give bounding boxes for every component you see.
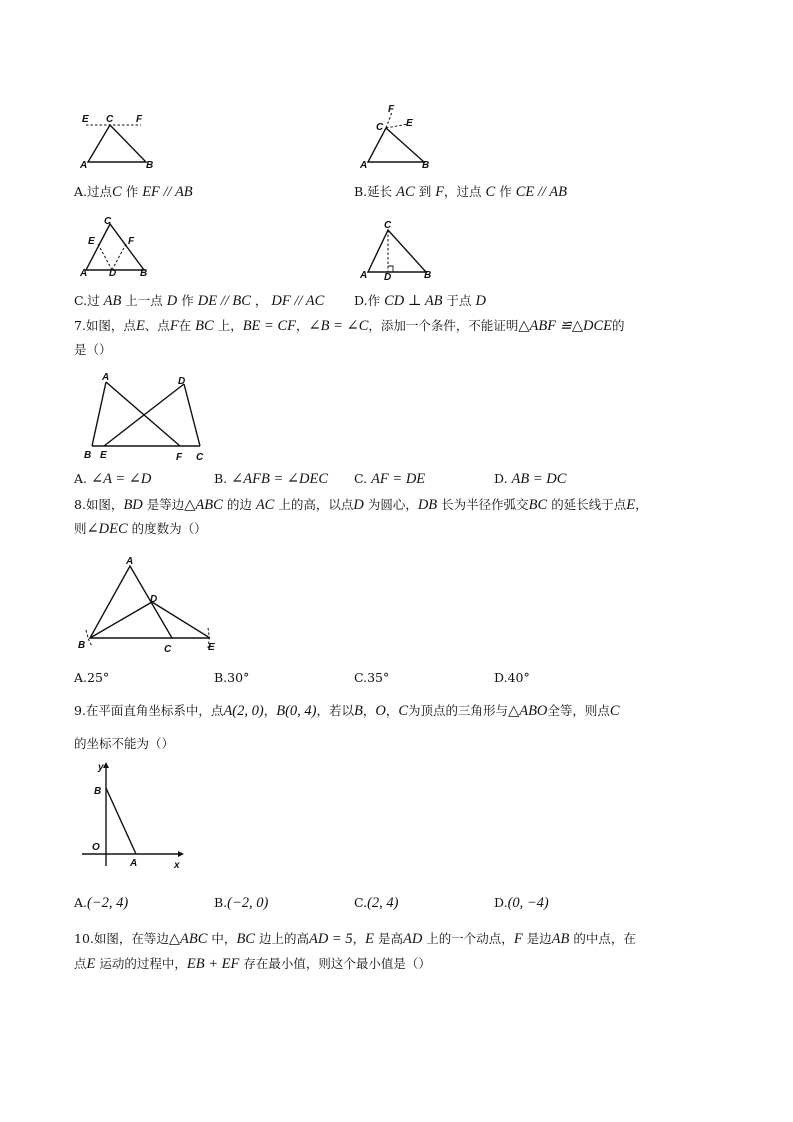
label-B: B [84,450,92,461]
q8-option-b[interactable]: B.30° [214,670,250,685]
q7-stem-line2: 是（） [74,342,112,357]
label-F: F [128,236,135,247]
option-text: 到 [418,184,432,199]
label-C: C [196,452,204,462]
figure-q9 [78,760,188,870]
label-A: A [80,160,88,171]
label-B: B [146,160,154,171]
math-d: D [166,293,178,309]
math-e: E [135,318,145,334]
y-axis-arrow [103,762,109,768]
math-ef-parallel-ab: EF // AB [142,184,193,200]
label-C: C [384,220,392,231]
triangle-abc [88,125,146,162]
q8-option-d[interactable]: D.40° [494,670,530,685]
label-F: F [388,104,395,115]
math-ce-parallel-ab: CE // AB [515,184,567,200]
dashed-line-ce [386,124,408,128]
label-y: y [98,762,104,773]
q8-option-a[interactable]: A.25° [74,670,110,685]
label-E: E [208,642,215,653]
label-B: B [422,160,430,171]
label-C: C [376,122,384,133]
label-x: x [174,860,180,870]
label-E: E [100,450,107,461]
q9-option-b[interactable]: B.(−2, 0) [214,895,269,911]
math-c: C [485,184,496,200]
triangle-abc [90,566,172,638]
label-A: A [102,372,110,383]
figure-q8 [76,552,226,656]
q6-option-b[interactable] [354,184,567,200]
label-A: A [130,858,138,869]
label-B: B [424,270,432,280]
option-letter: C. [74,293,88,308]
figure-option-d [356,216,446,280]
label-E: E [88,236,95,247]
math-d: D [475,293,487,309]
triangle-abc [86,224,144,270]
q8-stem-line2: 则∠DEC 的度数为（） [74,521,207,537]
label-B: B [140,268,148,278]
q10-stem-line2: 点E 运动的过程中，EB + EF 存在最小值，则这个最小值是（） [74,956,431,972]
math-de-parallel-bc: DE // BC [197,293,251,309]
option-letter: D. [354,293,368,308]
option-text: 过点 [87,184,113,199]
q9-option-a[interactable]: A.(−2, 4) [74,895,129,911]
label-A: A [360,270,368,280]
segment-ab [106,788,136,854]
triangle-abc [368,230,426,272]
q9-stem-line2: 的坐标不能为（） [74,736,175,751]
segment-ab [92,382,106,446]
segment-ed [104,384,184,446]
label-E: E [82,114,89,125]
label-D: D [109,268,117,278]
q6-option-d[interactable] [354,293,486,309]
option-text: 作 [125,184,139,199]
label-F: F [176,452,183,462]
figure-option-b [356,102,446,172]
q7-option-a[interactable]: A. ∠A = ∠D [74,471,152,487]
label-E: E [406,118,413,129]
q7-option-b[interactable]: B. ∠AFB = ∠DEC [214,471,329,487]
math-be-eq-cf: BE = CF [242,318,296,334]
option-text: 作 [499,184,512,199]
math-ac: AC [396,184,415,200]
label-C: C [164,644,172,655]
q6-option-a[interactable] [74,184,193,200]
q6-option-c[interactable] [74,293,324,309]
segment-dc [184,384,200,446]
option-text: 上一点 [125,293,163,308]
label-C: C [106,114,114,125]
label-B: B [94,786,102,797]
q9-stem-line1: 9.在平面直角坐标系中，点A(2, 0)，B(0, 4)，若以B，O，C为顶点的三角形与△ABO全等，则点C [74,703,620,719]
option-text: 作 [367,293,381,308]
math-f: F [435,184,445,200]
figure-option-c [76,214,166,278]
option-text: 作 [181,293,194,308]
q9-option-d[interactable]: D.(0, −4) [494,895,549,911]
label-A: A [360,160,368,171]
math-cd-perp-ab: CD ⊥ AB [384,293,443,309]
label-B: B [78,640,86,651]
triangle-abc [368,128,424,162]
math-f: F [169,318,179,334]
q7-option-c[interactable]: C. AF = DE [354,471,426,487]
q10-stem-line1: 10.如图，在等边△ABC 中，BC 边上的高AD = 5，E 是高AD 上的一个动点，F 是边AB 的中点，在 [74,931,636,947]
option-text: 延长 [367,184,393,199]
option-text: 过 [87,293,100,308]
math-ab: AB [103,293,122,309]
option-letter: A. [74,184,88,199]
math-angle-b-eq-c: ∠B = ∠C [308,318,369,334]
dashed-de [98,244,112,270]
q7-option-d[interactable]: D. AB = DC [494,471,567,487]
label-D: D [384,272,392,280]
figure-q7 [80,370,210,462]
figure-option-a [76,110,166,172]
label-O: O [92,842,100,853]
q7-stem-line1: 7.如图，点E、点F在 BC 上，BE = CF，∠B = ∠C，添加一个条件，不能证明△ABF ≌△DCE的 [74,318,625,334]
option-text: 于点 [446,293,472,308]
math-c: C [112,184,122,200]
label-D: D [150,594,158,605]
q9-option-c[interactable]: C.(2, 4) [354,895,399,911]
label-F: F [136,114,143,125]
x-axis-arrow [178,851,184,857]
math-bc: BC [195,318,214,334]
label-A: A [126,556,134,567]
option-text: ，过点 [444,184,482,199]
label-D: D [178,376,186,387]
q8-option-c[interactable]: C.35° [354,670,390,685]
math-congruent: △ABF ≌△DCE [518,318,613,334]
option-letter: B. [354,184,368,199]
q8-stem-line1: 8.如图，BD 是等边△ABC 的边 AC 上的高，以点D 为圆心，DB 长为半径作弧交BC 的延长线于点E， [74,497,648,513]
option-text: ， [254,293,268,308]
dashed-df [112,244,126,270]
label-A: A [80,268,88,278]
math-df-parallel-ac: DF // AC [271,293,325,309]
label-C: C [104,216,112,227]
